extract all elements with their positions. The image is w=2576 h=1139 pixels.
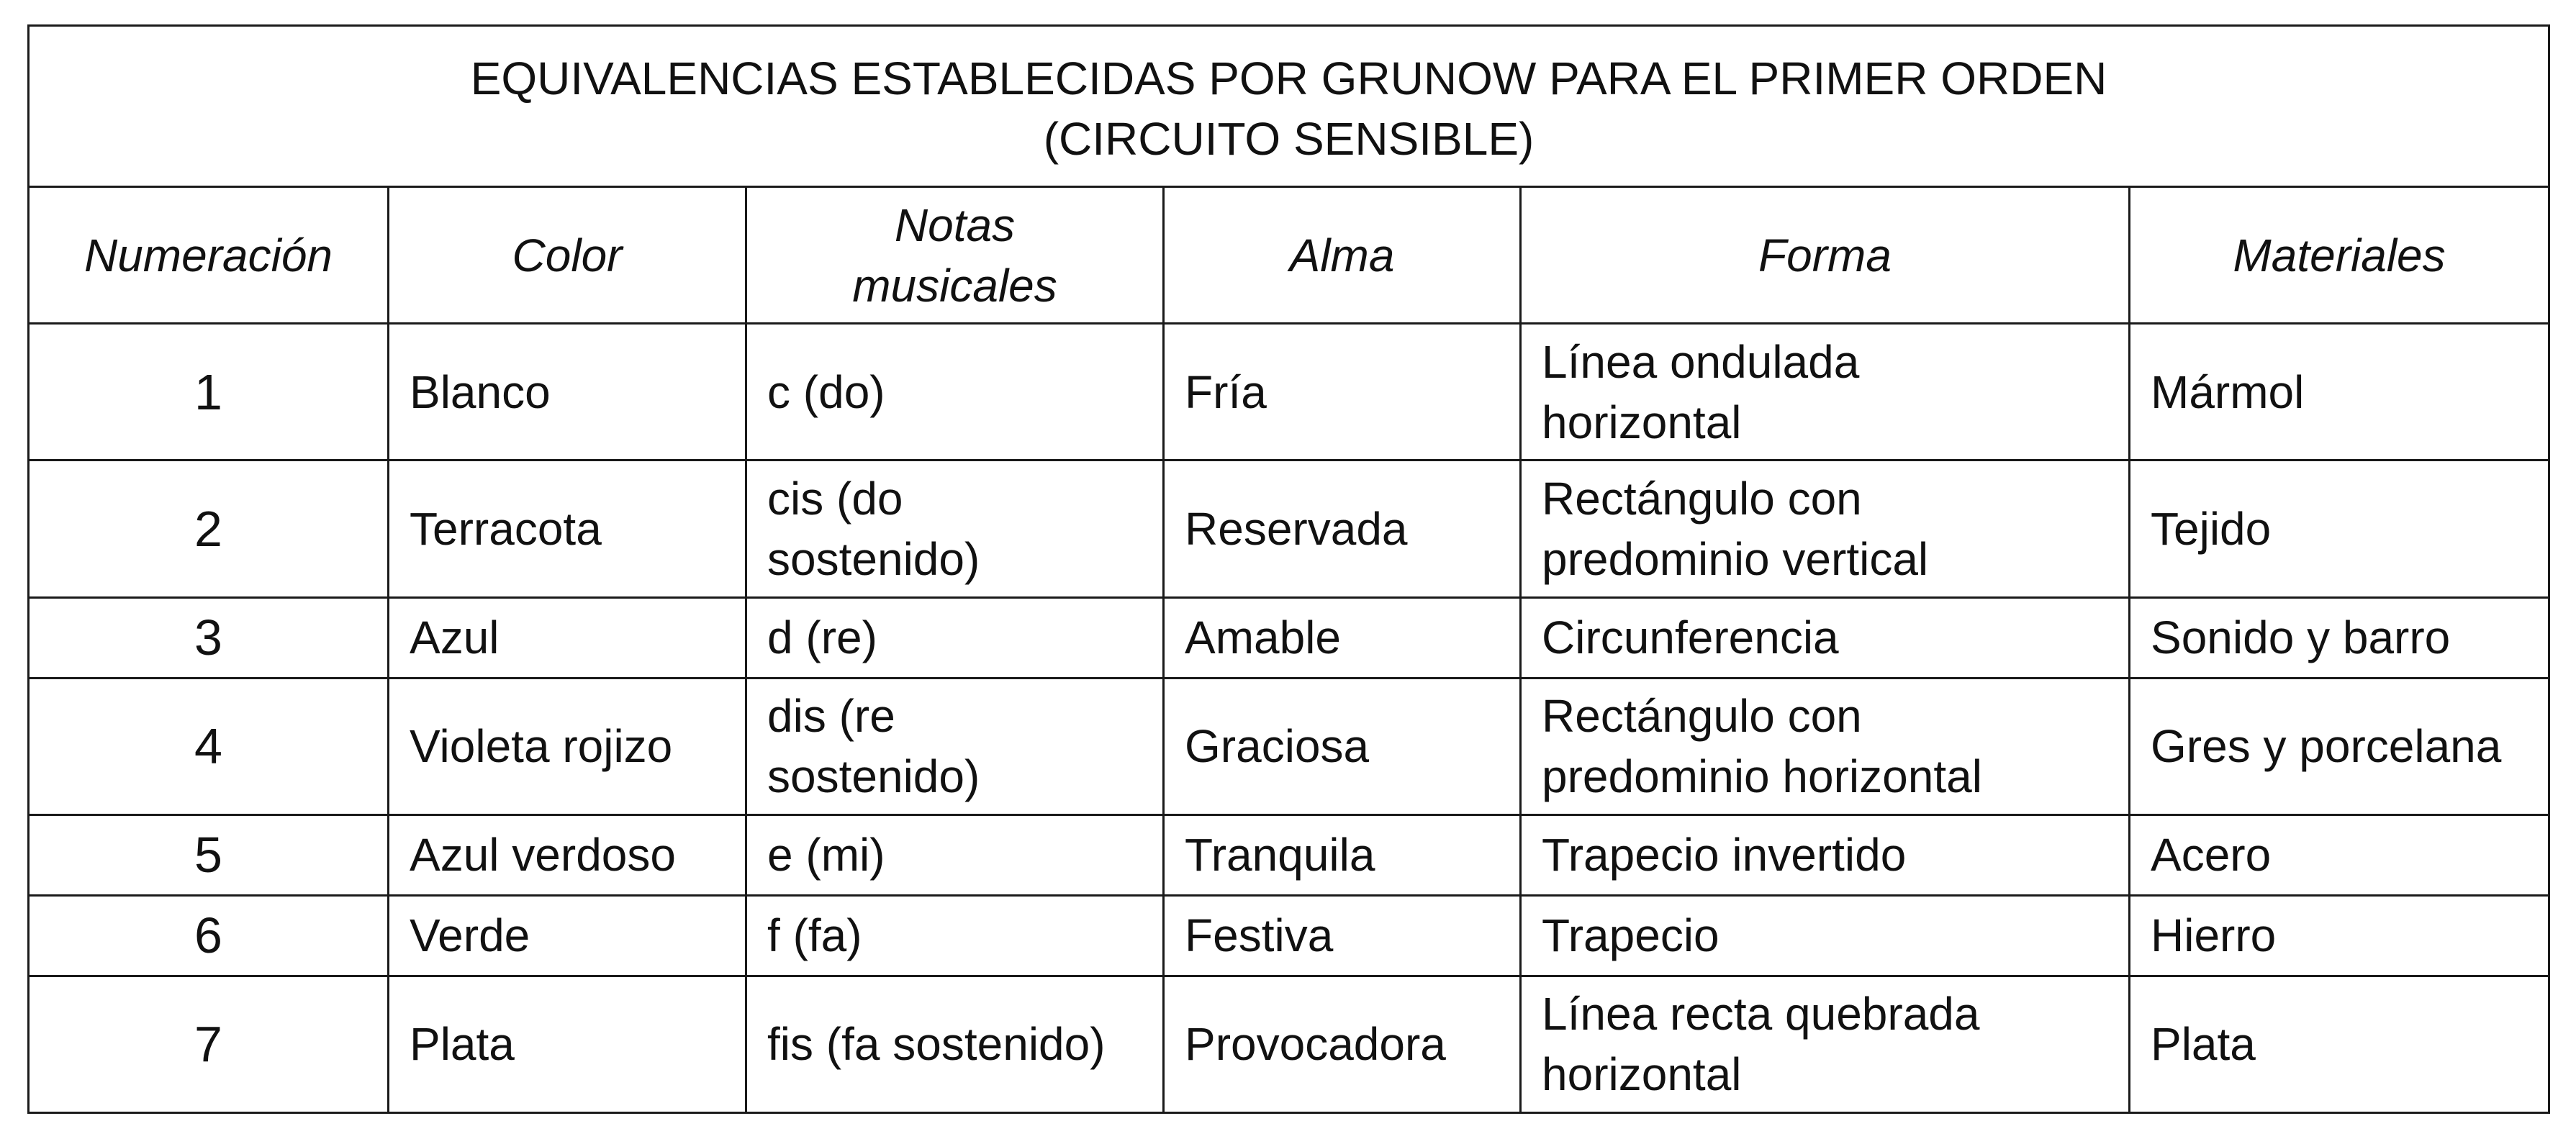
cell-nota: fis (fa sostenido) [746, 976, 1164, 1112]
header-materiales: Materiales [2130, 187, 2549, 324]
header-notas-musicales: Notas musicales [746, 187, 1164, 324]
cell-forma: Circunferencia [1521, 597, 2130, 678]
cell-forma: Rectángulo con predominio vertical [1521, 460, 2130, 597]
cell-numeracion: 5 [29, 814, 389, 895]
cell-color: Terracota [389, 460, 746, 597]
title-row [29, 26, 2549, 187]
cell-numeracion: 4 [29, 678, 389, 814]
cell-numeracion: 3 [29, 597, 389, 678]
equivalences-table [27, 24, 2550, 1114]
cell-numeracion: 2 [29, 460, 389, 597]
cell-forma: Trapecio invertido [1521, 814, 2130, 895]
header-alma: Alma [1164, 187, 1521, 324]
cell-forma: Línea ondulada horizontal [1521, 324, 2130, 460]
table-row [29, 976, 2549, 1112]
cell-material: Tejido [2130, 460, 2549, 597]
table-row [29, 460, 2549, 597]
cell-numeracion: 7 [29, 976, 389, 1112]
cell-forma: Línea recta quebrada horizontal [1521, 976, 2130, 1112]
table-row [29, 324, 2549, 460]
cell-nota: e (mi) [746, 814, 1164, 895]
cell-color: Blanco [389, 324, 746, 460]
header-forma: Forma [1521, 187, 2130, 324]
cell-nota: cis (do sostenido) [746, 460, 1164, 597]
cell-numeracion: 1 [29, 324, 389, 460]
cell-alma: Tranquila [1164, 814, 1521, 895]
table-row [29, 597, 2549, 678]
cell-alma: Graciosa [1164, 678, 1521, 814]
header-row [29, 187, 2549, 324]
cell-alma: Amable [1164, 597, 1521, 678]
table-row [29, 814, 2549, 895]
cell-forma: Rectángulo con predominio horizontal [1521, 678, 2130, 814]
cell-material: Mármol [2130, 324, 2549, 460]
header-numeracion: Numeración [29, 187, 389, 324]
cell-color: Plata [389, 976, 746, 1112]
cell-nota: c (do) [746, 324, 1164, 460]
cell-nota: d (re) [746, 597, 1164, 678]
cell-color: Violeta rojizo [389, 678, 746, 814]
cell-material: Plata [2130, 976, 2549, 1112]
cell-material: Hierro [2130, 895, 2549, 976]
cell-color: Azul [389, 597, 746, 678]
cell-forma: Trapecio [1521, 895, 2130, 976]
table-title-line-1: EQUIVALENCIAS ESTABLECIDAS POR GRUNOW PARA EL PRIMER ORDEN [470, 52, 2107, 104]
cell-alma: Fría [1164, 324, 1521, 460]
cell-material: Gres y porcelana [2130, 678, 2549, 814]
table-title [29, 26, 2549, 187]
table-title-line-2: (CIRCUITO SENSIBLE) [1043, 112, 1535, 165]
cell-color: Azul verdoso [389, 814, 746, 895]
cell-color: Verde [389, 895, 746, 976]
cell-nota: dis (re sostenido) [746, 678, 1164, 814]
cell-nota: f (fa) [746, 895, 1164, 976]
cell-material: Acero [2130, 814, 2549, 895]
header-color: Color [389, 187, 746, 324]
cell-alma: Festiva [1164, 895, 1521, 976]
cell-numeracion: 6 [29, 895, 389, 976]
cell-alma: Reservada [1164, 460, 1521, 597]
cell-alma: Provocadora [1164, 976, 1521, 1112]
cell-material: Sonido y barro [2130, 597, 2549, 678]
table-row [29, 678, 2549, 814]
table-row [29, 895, 2549, 976]
